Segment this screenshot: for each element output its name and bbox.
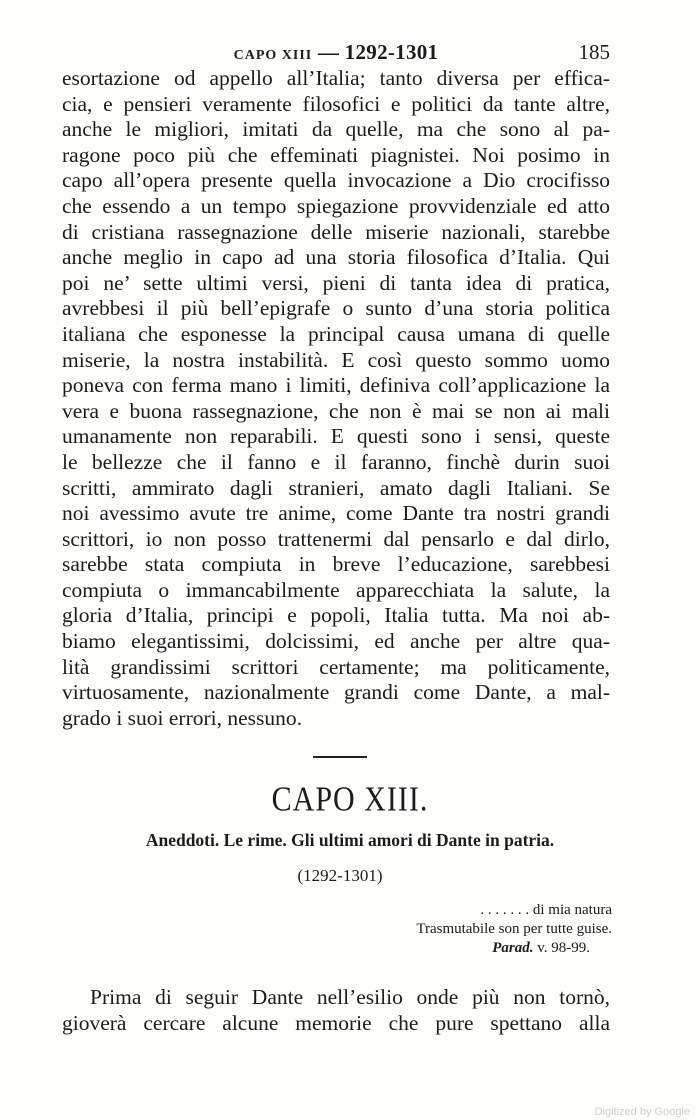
text-line: scritti, ammirato dagli stranieri, amato dagli Italiani. Se — [62, 475, 610, 500]
text-line: italiana che esponesse la principal causa umana di quelle — [62, 321, 610, 346]
text-line: Prima di seguir Dante nell’esilio onde più non tornò, — [90, 985, 610, 1009]
epigraph-line: Trasmutabile son per tutte guise. — [416, 921, 612, 937]
section-divider — [313, 756, 367, 758]
epigraph-source — [312, 939, 612, 958]
text-line: miserie, la nostra instabilità. E così questo sommo uomo — [62, 347, 610, 372]
text-line: umanamente non reparabili. E questi sono i sensi, queste — [62, 424, 610, 449]
epigraph-source-title: Parad. — [492, 940, 534, 956]
text-line: sarebbe stata compiuta in breve l’educazione, sarebbesi — [62, 552, 610, 577]
chapter-body-text — [62, 985, 610, 1036]
text-line: noi avessimo avute tre anime, come Dante tra nostri grandi — [62, 501, 610, 526]
text-line: capo all’opera presente quella invocazione a Dio crocifisso — [62, 168, 610, 193]
text-line: compiuta o immancabilmente apparecchiata la salute, la — [62, 577, 610, 602]
digitization-watermark: Digitized by Google — [594, 1106, 690, 1118]
text-line: biamo elegantissimi, dolcissimi, ed anche per altre qua- — [62, 629, 610, 654]
body-text — [62, 66, 610, 731]
running-head — [62, 40, 610, 66]
page-number: 185 — [578, 40, 610, 64]
running-title-years: — 1292-1301 — [312, 40, 439, 64]
epigraph-line: . . . . . . . di mia natura — [480, 902, 612, 918]
chapter-subtitle: Aneddoti. Le rime. Gli ultimi amori di Dante in patria. — [145, 830, 555, 850]
text-line: anche le migliori, imitati da quelle, ma che sono al pa- — [62, 117, 610, 142]
text-line: virtuosamente, nazionalmente grandi come Dante, a mal- — [62, 680, 610, 705]
text-line: poi ne’ sette ultimi versi, pieni di tanta idea di pratica, — [62, 270, 610, 295]
text-line: lità grandissimi scrittori certamente; ma politicamente, — [62, 654, 610, 679]
text-line: che essendo a un tempo spiegazione provvidenziale ed atto — [62, 193, 610, 218]
epigraph-source-ref: v. 98-99. — [533, 940, 590, 956]
text-line: vera e buona rassegnazione, che non è mai se non ai mali — [62, 398, 610, 423]
text-line: avrebbesi il più bell’epigrafe o sunto d’una storia politica — [62, 296, 610, 321]
running-title — [62, 40, 610, 65]
text-line: gioverà cercare alcune memorie che pure spettano alla — [62, 1010, 610, 1035]
text-line: grado i suoi errori, nessuno. — [62, 705, 303, 730]
chapter-heading: CAPO XIII. — [271, 780, 429, 819]
epigraph — [312, 901, 612, 958]
text-line: anche meglio in capo ad una storia filosofica d’Italia. Qui — [62, 245, 610, 270]
text-line: di cristiana rassegnazione delle miserie nazionali, starebbe — [62, 219, 610, 244]
text-line: poneva con ferma mano i limiti, definiva coll’applicazione la — [62, 373, 610, 398]
text-line: scrittori, io non posso trattenermi dal pensarlo e dal dirlo, — [62, 526, 610, 551]
text-line: le bellezze che il fanno e il faranno, finchè durin suoi — [62, 449, 610, 474]
chapter-years: (1292-1301) — [297, 866, 383, 885]
text-line: cia, e pensieri veramente filosofici e politici da tante altre, — [62, 91, 610, 116]
text-line: esortazione od appello all’Italia; tanto diversa per effica- — [62, 66, 610, 90]
text-line: gloria d’Italia, principi e popoli, Italia tutta. Ma noi ab- — [62, 603, 610, 628]
running-title-chapter: CAPO XIII — [233, 48, 313, 63]
text-line: ragone poco più che effeminati piagnistei. Noi posimo in — [62, 142, 610, 167]
